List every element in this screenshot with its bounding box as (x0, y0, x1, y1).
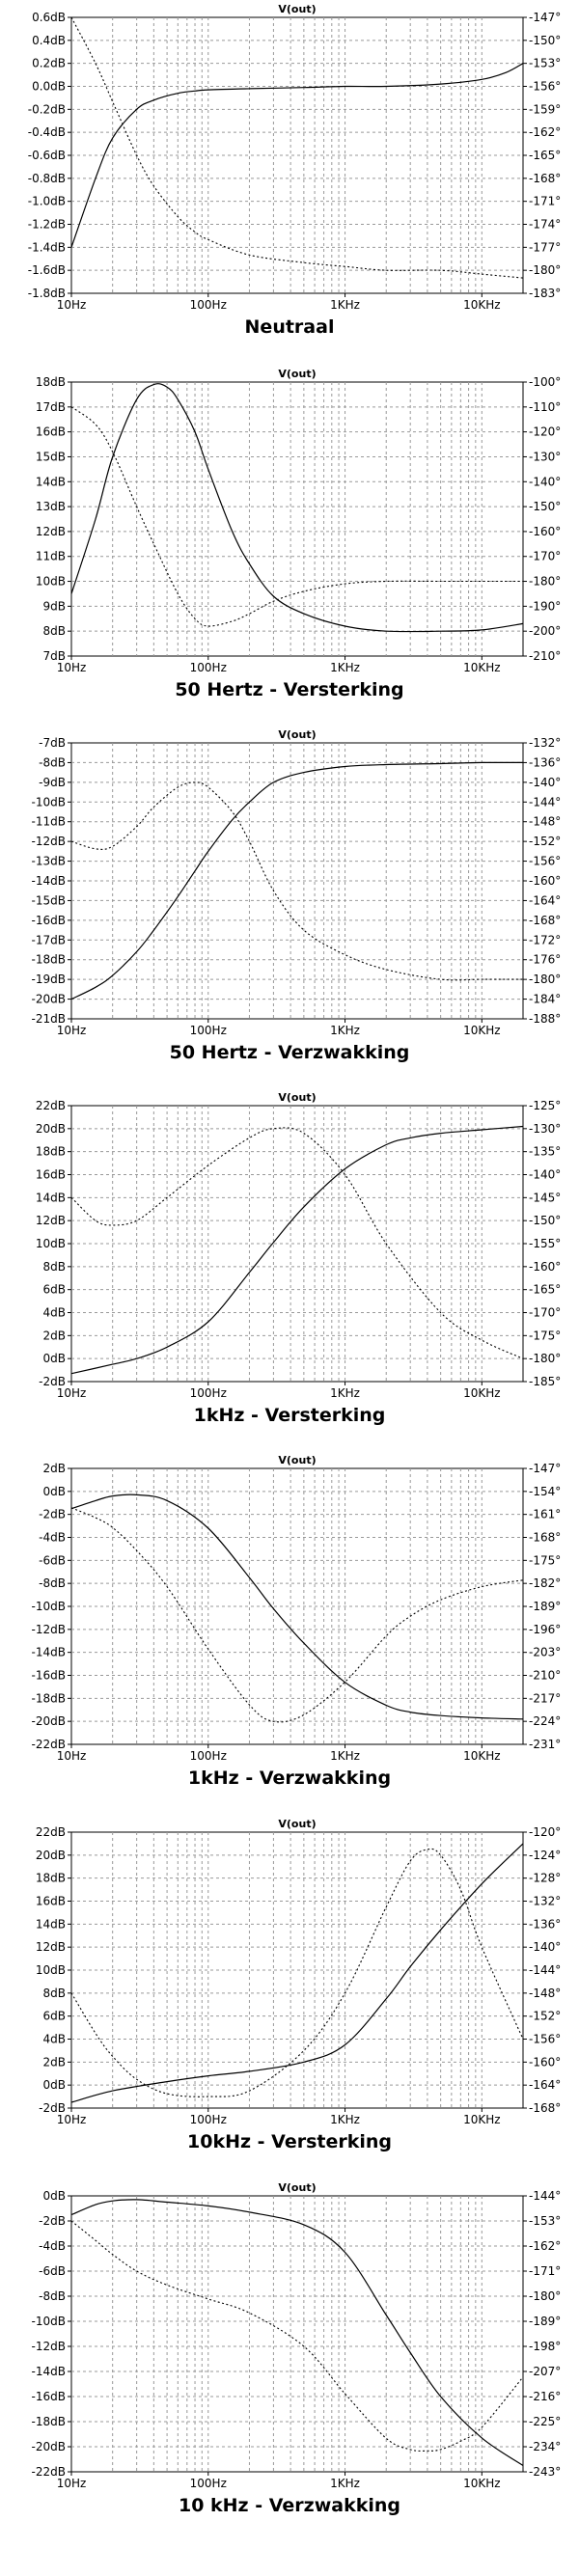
y-tick-label-right: -156° (529, 79, 562, 94)
y-tick-label-left: 22dB (35, 1099, 66, 1112)
x-tick-label: 100Hz (189, 298, 227, 312)
y-tick-label-left: -1.0dB (27, 194, 66, 208)
y-tick-label-right: -152° (529, 835, 562, 849)
y-tick-label-right: -210° (529, 1668, 562, 1683)
y-tick-label-left: -20dB (31, 2440, 66, 2453)
y-tick-label-right: -130° (529, 450, 562, 464)
y-tick-label-left: 14dB (35, 475, 66, 489)
y-tick-label-left: -20dB (31, 1714, 66, 1729)
x-tick-label: 100Hz (189, 2477, 227, 2490)
chart-caption: 1kHz - Verzwakking (187, 1768, 392, 1789)
y-tick-label-left: 13dB (35, 500, 66, 514)
y-tick-label-right: -148° (529, 814, 562, 829)
y-tick-label-left: -0.4dB (27, 125, 66, 140)
y-tick-label-left: -6dB (39, 1553, 66, 1568)
y-tick-label-right: -150° (529, 500, 562, 514)
y-tick-label-left: -0.8dB (27, 171, 66, 185)
y-tick-label-right: -196° (529, 1622, 562, 1636)
y-tick-label-left: 17dB (35, 399, 66, 414)
y-tick-label-right: -156° (529, 2032, 562, 2046)
y-tick-label-left: 4dB (42, 1305, 66, 1320)
y-tick-label-right: -148° (529, 1986, 562, 2000)
y-tick-label-left: -6dB (39, 2264, 66, 2278)
y-tick-label-right: -175° (529, 1553, 562, 1568)
y-tick-label-right: -120° (529, 425, 562, 439)
y-tick-label-right: -159° (529, 102, 562, 117)
y-tick-label-left: -2dB (39, 2101, 66, 2115)
y-tick-label-right: -140° (529, 775, 562, 789)
y-tick-label-right: -180° (529, 1352, 562, 1366)
y-tick-label-right: -132° (529, 736, 562, 750)
y-tick-label-left: 8dB (42, 624, 66, 639)
y-tick-label-right: -170° (529, 549, 562, 563)
y-tick-label-right: -160° (529, 1259, 562, 1274)
y-tick-label-left: -14dB (31, 874, 66, 888)
y-tick-label-right: -140° (529, 475, 562, 489)
y-tick-label-right: -216° (529, 2390, 562, 2403)
y-tick-label-right: -180° (529, 973, 562, 987)
y-tick-label-right: -154° (529, 1484, 562, 1498)
y-tick-label-left: -12dB (31, 1622, 66, 1636)
y-tick-label-left: 10dB (35, 574, 66, 589)
y-tick-label-right: -185° (529, 1375, 562, 1388)
y-tick-label-left: -14dB (31, 2365, 66, 2378)
y-tick-label-left: -21dB (31, 1012, 66, 1026)
y-tick-label-left: -16dB (31, 1668, 66, 1683)
chart-svg (0, 0, 579, 315)
y-tick-label-right: -168° (529, 913, 562, 927)
y-tick-label-right: -168° (529, 1530, 562, 1545)
y-tick-label-left: -9dB (39, 775, 66, 789)
chart-svg (0, 365, 579, 677)
y-tick-label-right: -160° (529, 874, 562, 888)
y-tick-label-left: 6dB (42, 2009, 66, 2023)
y-tick-label-left: 20dB (35, 1848, 66, 1862)
y-tick-label-left: 0.6dB (32, 11, 66, 24)
y-tick-label-right: -128° (529, 1871, 562, 1885)
x-tick-label: 10KHz (463, 1024, 501, 1037)
y-tick-label-left: -18dB (31, 2415, 66, 2428)
y-tick-label-left: 2dB (42, 1329, 66, 1343)
chart-caption: Neutraal (244, 316, 335, 338)
y-tick-label-left: 10dB (35, 1963, 66, 1977)
y-tick-label-left: -1.2dB (27, 217, 66, 232)
y-tick-label-right: -180° (529, 2289, 562, 2303)
x-tick-label: 10Hz (56, 1024, 87, 1037)
y-tick-label-left: -0.6dB (27, 149, 66, 162)
x-tick-label: 1KHz (330, 298, 360, 312)
y-tick-label-right: -171° (529, 2264, 562, 2278)
y-tick-label-right: -180° (529, 263, 562, 278)
y-tick-label-left: -1.8dB (27, 287, 66, 300)
y-tick-label-left: 10dB (35, 1237, 66, 1250)
y-tick-label-right: -174° (529, 217, 562, 232)
y-tick-label-left: -2dB (39, 1375, 66, 1388)
y-tick-label-right: -189° (529, 2315, 562, 2328)
y-tick-label-right: -164° (529, 893, 562, 908)
chart-svg (0, 1815, 579, 2129)
y-tick-label-right: -184° (529, 992, 562, 1006)
y-tick-label-left: -10dB (31, 2315, 66, 2328)
y-tick-label-left: 16dB (35, 425, 66, 439)
y-tick-label-left: 8dB (42, 1259, 66, 1274)
chart-title: V(out) (278, 1818, 317, 1830)
y-tick-label-left: 15dB (35, 450, 66, 464)
y-tick-label-left: 14dB (35, 1191, 66, 1205)
y-tick-label-right: -147° (529, 11, 562, 24)
y-tick-label-right: -183° (529, 287, 562, 300)
y-tick-label-left: -19dB (31, 973, 66, 987)
x-tick-label: 10Hz (56, 2113, 87, 2126)
chart-svg (0, 1088, 579, 1403)
y-tick-label-left: -14dB (31, 1645, 66, 1659)
y-tick-label-right: -200° (529, 624, 562, 639)
y-tick-label-left: -16dB (31, 913, 66, 927)
y-tick-label-right: -124° (529, 1848, 562, 1862)
y-tick-label-right: -172° (529, 933, 562, 947)
x-tick-label: 10KHz (463, 1749, 501, 1763)
y-tick-label-right: -225° (529, 2415, 562, 2428)
y-tick-label-left: 2dB (42, 2055, 66, 2069)
x-tick-label: 100Hz (189, 1749, 227, 1763)
y-tick-label-left: 2dB (42, 1462, 66, 1475)
y-tick-label-right: -217° (529, 1691, 562, 1706)
x-tick-label: 1KHz (330, 2113, 360, 2126)
chart-title: V(out) (278, 368, 317, 380)
x-tick-label: 10KHz (463, 2477, 501, 2490)
y-tick-label-left: -10dB (31, 795, 66, 809)
chart-title: V(out) (278, 728, 317, 741)
x-tick-label: 1KHz (330, 661, 360, 674)
x-tick-label: 1KHz (330, 1024, 360, 1037)
y-tick-label-right: -135° (529, 1144, 562, 1159)
x-tick-label: 10KHz (463, 298, 501, 312)
chart-title: V(out) (278, 1091, 317, 1104)
chart-svg (0, 726, 579, 1040)
y-tick-label-left: 8dB (42, 1986, 66, 2000)
chart-title: V(out) (278, 1454, 317, 1466)
plot-frame (71, 382, 523, 656)
y-tick-label-right: -168° (529, 2101, 562, 2115)
y-tick-label-left: 12dB (35, 1214, 66, 1228)
y-tick-label-left: 6dB (42, 1282, 66, 1297)
y-tick-label-left: -18dB (31, 952, 66, 967)
y-tick-label-left: 12dB (35, 524, 66, 538)
y-tick-label-left: 4dB (42, 2032, 66, 2046)
y-tick-label-right: -170° (529, 1305, 562, 1320)
x-tick-label: 100Hz (189, 661, 227, 674)
y-tick-label-left: -16dB (31, 2390, 66, 2403)
chart-caption: 10kHz - Versterking (187, 2131, 392, 2152)
chart-panel (0, 0, 579, 360)
y-tick-label-right: -175° (529, 1329, 562, 1343)
y-tick-label-right: -144° (529, 2189, 562, 2203)
y-tick-label-left: 14dB (35, 1917, 66, 1932)
chart-title: V(out) (278, 3, 317, 15)
y-tick-label-left: -11dB (31, 814, 66, 829)
y-tick-label-right: -188° (529, 1012, 562, 1026)
y-tick-label-left: -2dB (39, 1507, 66, 1521)
y-tick-label-left: -8dB (39, 2289, 66, 2303)
y-tick-label-left: -4dB (39, 1530, 66, 1545)
y-tick-label-left: 16dB (35, 1167, 66, 1182)
y-tick-label-left: 7dB (42, 649, 66, 663)
y-tick-label-left: 9dB (42, 599, 66, 614)
chart-caption: 50 Hertz - Versterking (175, 679, 404, 700)
y-tick-label-right: -155° (529, 1237, 562, 1250)
y-tick-label-right: -176° (529, 952, 562, 967)
y-tick-label-left: 22dB (35, 1825, 66, 1839)
y-tick-label-left: -0.2dB (27, 102, 66, 117)
x-tick-label: 10Hz (56, 1386, 87, 1400)
y-tick-label-left: -20dB (31, 992, 66, 1006)
y-tick-label-left: -8dB (39, 755, 66, 770)
x-tick-label: 10Hz (56, 661, 87, 674)
chart-panel (0, 1451, 579, 1811)
y-tick-label-right: -203° (529, 1645, 562, 1659)
y-tick-label-left: 0.2dB (32, 56, 66, 70)
y-tick-label-right: -110° (529, 399, 562, 414)
y-tick-label-right: -150° (529, 1214, 562, 1228)
x-tick-label: 100Hz (189, 2113, 227, 2126)
x-tick-label: 10KHz (463, 2113, 501, 2126)
chart-panel (0, 365, 579, 723)
y-tick-label-right: -231° (529, 1738, 562, 1751)
y-tick-label-left: 0dB (42, 1484, 66, 1498)
chart-panel (0, 1088, 579, 1448)
y-tick-label-left: -12dB (31, 835, 66, 849)
x-tick-label: 10KHz (463, 1386, 501, 1400)
y-tick-label-left: -10dB (31, 1600, 66, 1613)
y-tick-label-right: -164° (529, 2078, 562, 2093)
y-tick-label-right: -168° (529, 171, 562, 185)
chart-panel (0, 2179, 579, 2538)
y-tick-label-right: -145° (529, 1191, 562, 1205)
chart-caption: 50 Hertz - Verzwakking (169, 1042, 410, 1063)
y-tick-label-right: -156° (529, 854, 562, 868)
x-tick-label: 10Hz (56, 2477, 87, 2490)
y-tick-label-right: -132° (529, 1894, 562, 1908)
chart-title: V(out) (278, 2181, 317, 2194)
y-tick-label-left: -8dB (39, 1576, 66, 1591)
y-tick-label-right: -165° (529, 149, 562, 162)
y-tick-label-right: -180° (529, 574, 562, 589)
y-tick-label-right: -144° (529, 795, 562, 809)
y-tick-label-left: -1.6dB (27, 263, 66, 278)
y-tick-label-right: -147° (529, 1462, 562, 1475)
y-tick-label-left: 12dB (35, 1940, 66, 1955)
y-tick-label-right: -243° (529, 2465, 562, 2479)
chart-caption: 10 kHz - Verzwakking (178, 2495, 401, 2516)
y-tick-label-right: -210° (529, 649, 562, 663)
y-tick-label-left: 0.4dB (32, 33, 66, 47)
y-tick-label-left: -22dB (31, 1738, 66, 1751)
y-tick-label-left: 18dB (35, 1871, 66, 1885)
chart-caption: 1kHz - Versterking (193, 1405, 386, 1426)
y-tick-label-left: 20dB (35, 1121, 66, 1136)
x-tick-label: 10KHz (463, 661, 501, 674)
y-tick-label-right: -171° (529, 194, 562, 208)
y-tick-label-right: -207° (529, 2365, 562, 2378)
x-tick-label: 10Hz (56, 1749, 87, 1763)
y-tick-label-right: -165° (529, 1282, 562, 1297)
y-tick-label-right: -153° (529, 56, 562, 70)
y-tick-label-right: -189° (529, 1600, 562, 1613)
y-tick-label-left: 16dB (35, 1894, 66, 1908)
y-tick-label-left: -4dB (39, 2239, 66, 2253)
y-tick-label-right: -234° (529, 2440, 562, 2453)
x-tick-label: 1KHz (330, 1749, 360, 1763)
y-tick-label-right: -144° (529, 1963, 562, 1977)
y-tick-label-right: -177° (529, 240, 562, 255)
y-tick-label-right: -136° (529, 1917, 562, 1932)
y-tick-label-right: -150° (529, 33, 562, 47)
y-tick-label-left: 0dB (42, 1352, 66, 1366)
x-tick-label: 1KHz (330, 1386, 360, 1400)
y-tick-label-right: -182° (529, 1576, 562, 1591)
y-tick-label-left: -17dB (31, 933, 66, 947)
y-tick-label-right: -153° (529, 2214, 562, 2228)
x-tick-label: 1KHz (330, 2477, 360, 2490)
y-tick-label-right: -136° (529, 755, 562, 770)
y-tick-label-right: -162° (529, 125, 562, 140)
y-tick-label-right: -224° (529, 1714, 562, 1729)
x-tick-label: 100Hz (189, 1386, 227, 1400)
y-tick-label-right: -161° (529, 1507, 562, 1521)
y-tick-label-right: -120° (529, 1825, 562, 1839)
y-tick-label-right: -160° (529, 2055, 562, 2069)
chart-svg (0, 1451, 579, 1766)
y-tick-label-left: -2dB (39, 2214, 66, 2228)
chart-svg (0, 2179, 579, 2493)
y-tick-label-right: -140° (529, 1940, 562, 1955)
y-tick-label-left: -15dB (31, 893, 66, 908)
y-tick-label-right: -162° (529, 2239, 562, 2253)
y-tick-label-left: 0.0dB (32, 79, 66, 94)
y-tick-label-left: -18dB (31, 1691, 66, 1706)
x-tick-label: 100Hz (189, 1024, 227, 1037)
y-tick-label-left: -7dB (39, 736, 66, 750)
y-tick-label-left: 0dB (42, 2078, 66, 2093)
y-tick-label-left: -22dB (31, 2465, 66, 2479)
y-tick-label-right: -100° (529, 375, 562, 389)
y-tick-label-right: -125° (529, 1099, 562, 1112)
y-tick-label-right: -140° (529, 1167, 562, 1182)
x-tick-label: 10Hz (56, 298, 87, 312)
y-tick-label-left: -1.4dB (27, 240, 66, 255)
y-tick-label-right: -152° (529, 2009, 562, 2023)
y-tick-label-right: -198° (529, 2340, 562, 2353)
y-tick-label-left: -12dB (31, 2340, 66, 2353)
y-tick-label-left: 11dB (35, 549, 66, 563)
plot-frame (71, 2196, 523, 2472)
y-tick-label-right: -160° (529, 524, 562, 538)
y-tick-label-right: -130° (529, 1121, 562, 1136)
y-tick-label-left: 0dB (42, 2189, 66, 2203)
y-tick-label-left: -13dB (31, 854, 66, 868)
y-tick-label-right: -190° (529, 599, 562, 614)
chart-panel (0, 1815, 579, 2175)
y-tick-label-left: 18dB (35, 1144, 66, 1159)
y-tick-label-left: 18dB (35, 375, 66, 389)
chart-panel (0, 726, 579, 1085)
